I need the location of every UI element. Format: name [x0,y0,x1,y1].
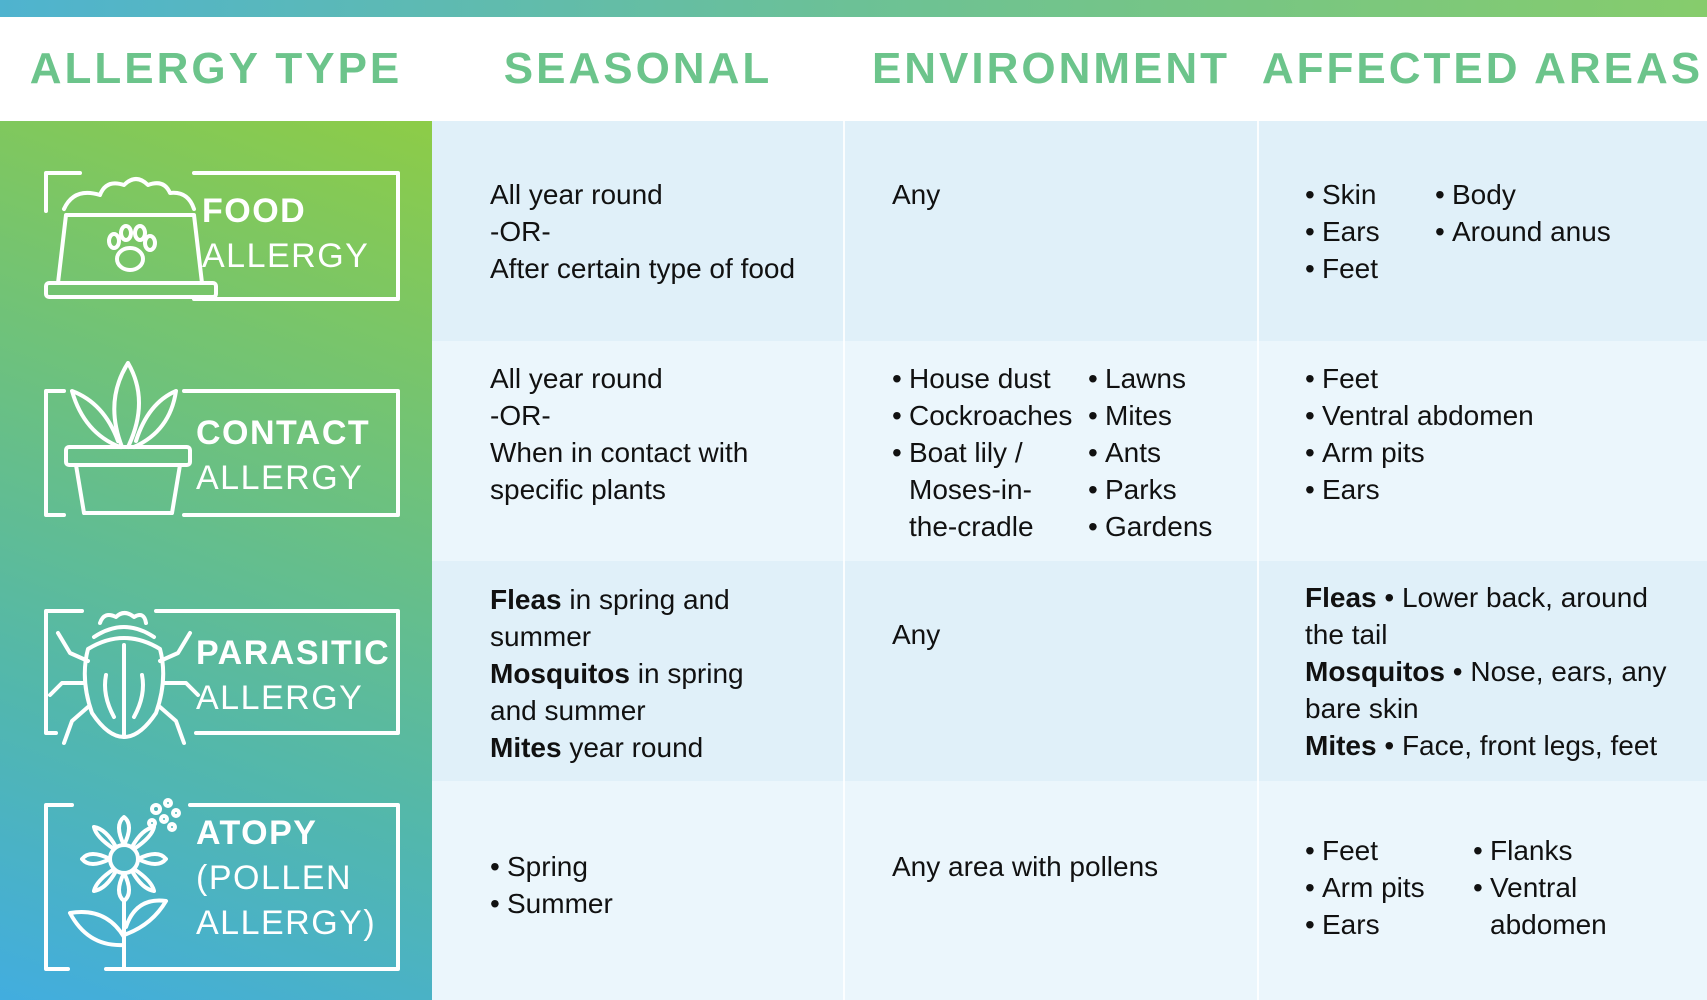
atopy-areas-col2 [1473,832,1613,943]
contact-allergy-sublabel: ALLERGY [196,459,364,497]
parasitic-areas-cell: Fleas • Lower back, around the tail Mosquitos • Nose, ears, any bare skin Mites • Face, front legs, feet [1305,582,1667,761]
food-allergy-badge [44,171,400,303]
parasitic-environment-cell: Any [892,619,941,650]
contact-allergy-badge [44,361,400,521]
food-areas-col1 [1305,176,1435,287]
contact-seasonal-cell: All year round -OR- When in contact with specific plants [490,363,749,505]
list-item: • Body [1435,176,1675,213]
list-item: • Mites [1088,397,1248,434]
parasitic-allergy-label: PARASITIC [196,634,391,672]
header-allergy-type: ALLERGY TYPE [29,44,403,93]
list-item: • Boat lily / Moses-in-the-cradle [892,434,1049,545]
list-item: • Lawns [1088,360,1248,397]
list-item: • House dust [892,360,1082,397]
list-item: • Gardens [1088,508,1248,545]
list-item: • Spring [490,848,830,885]
atopy-areas-col1 [1305,832,1470,943]
food-areas-col2 [1435,176,1675,250]
allergy-type-column [0,121,432,1000]
atopy-allergy-label: ATOPY [196,814,318,852]
list-item: • Flanks [1473,832,1613,869]
list-item: • Ants [1088,434,1248,471]
list-item: • Parks [1088,471,1248,508]
table-header [0,17,1707,121]
atopy-allergy-badge [44,797,400,973]
food-allergy-label: FOOD [202,192,307,230]
list-item: • Ventral abdomen [1305,397,1685,434]
atopy-allergy-sublabel-2: ALLERGY) [196,904,377,942]
header-affected-areas: AFFECTED AREAS [1261,44,1704,93]
list-item: • Feet [1305,250,1435,287]
contact-areas-cell [1305,360,1685,508]
list-item: • Ears [1305,213,1435,250]
contact-environment-col1 [892,360,1082,545]
list-item: • Ears [1305,471,1685,508]
parasitic-seasonal-cell: Fleas in spring and summer Mosquitos in spring and summer Mites year round [490,584,744,763]
header-environment: ENVIRONMENT [871,44,1231,93]
atopy-seasonal-cell [490,848,830,922]
list-item: • Feet [1305,832,1470,869]
parasitic-allergy-sublabel: ALLERGY [196,679,364,717]
contact-allergy-label: CONTACT [196,414,371,452]
column-divider [1257,121,1259,1000]
contact-environment-col2 [1088,360,1248,545]
header-seasonal: SEASONAL [503,44,773,93]
list-item: • Summer [490,885,830,922]
food-environment-cell: Any [892,179,941,210]
parasitic-allergy-badge [44,609,400,749]
list-item: • Arm pits [1305,869,1470,906]
column-divider [843,121,845,1000]
food-allergy-sublabel: ALLERGY [202,237,370,275]
list-item: • Skin [1305,176,1435,213]
list-item: • Around anus [1435,213,1675,250]
list-item: • Feet [1305,360,1685,397]
atopy-environment-cell: Any area with pollens [892,851,1159,882]
atopy-allergy-sublabel-1: (POLLEN [196,859,352,897]
list-item: • Ears [1305,906,1470,943]
list-item: • Cockroaches [892,397,1082,434]
top-accent-bar [0,0,1707,17]
list-item: • Ventral abdomen [1473,869,1613,943]
food-seasonal-cell: All year round -OR- After certain type of food [490,179,796,284]
list-item: • Arm pits [1305,434,1685,471]
